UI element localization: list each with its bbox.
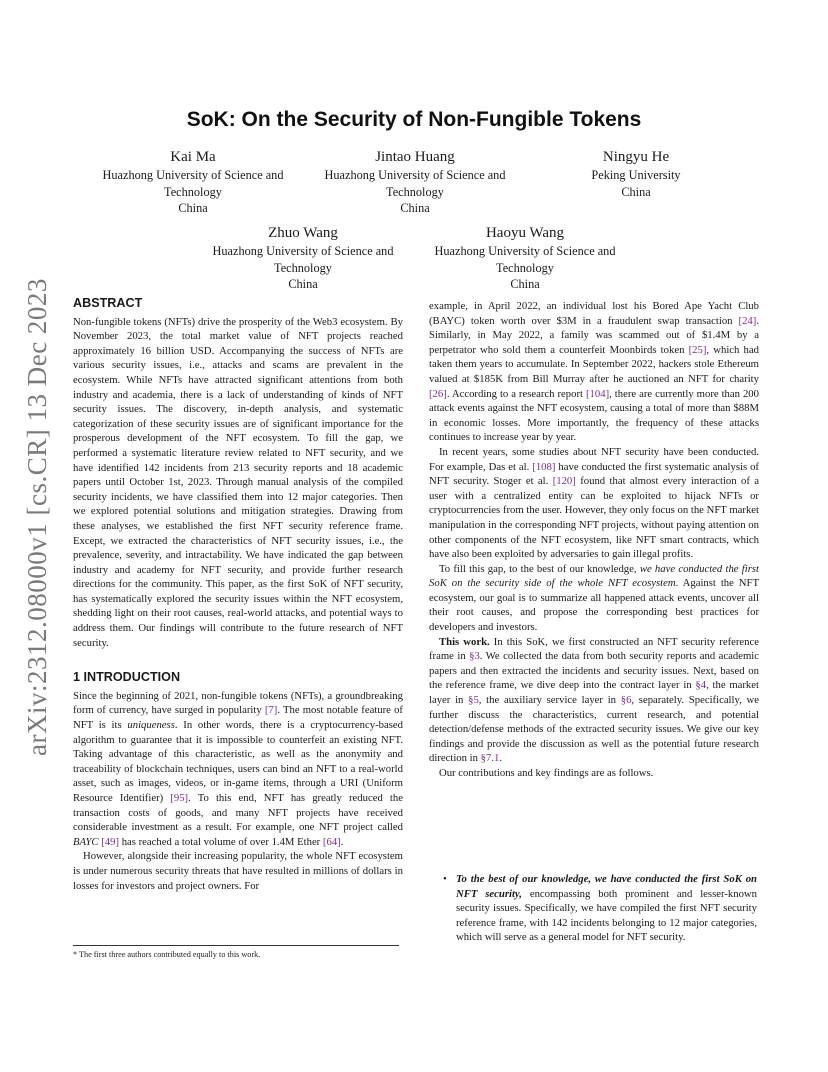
citation-link[interactable]: [25] [688, 343, 707, 356]
citation-link[interactable]: [104] [585, 387, 610, 400]
citation-link[interactable]: [24] [738, 314, 757, 327]
section-link[interactable]: §3 [469, 650, 480, 663]
section-link[interactable]: §7.1 [480, 752, 500, 765]
left-column [73, 296, 403, 893]
abstract-heading: ABSTRACT [73, 296, 143, 310]
author-block [198, 224, 408, 293]
author-country: China [288, 277, 318, 291]
author-affiliation: Peking University [591, 168, 681, 182]
author-affiliation: Huazhong University of Science and Technology [102, 168, 284, 199]
citation-link[interactable]: [26] [429, 387, 447, 400]
author-country: China [621, 184, 651, 199]
author-name: Jintao Huang [375, 149, 455, 165]
author-name: Kai Ma [170, 149, 216, 165]
right-paragraph-3: To fill this gap, to the best of our knowledge, we have conducted the first SoK on the security side of the whole NFT ecosystem. Against the NFT ecosystem, our goal is to summarize all happened attack events, uncover all their root causes, and propose the corresponding best practices for developers and investors. [429, 562, 760, 634]
author-country: China [510, 277, 540, 291]
bullet-lead: To the best of our knowledge, we have conducted the first SoK on NFT security, [456, 873, 757, 900]
arxiv-identifier: arXiv:2312.08000v1 [cs.CR] 13 Dec 2023 [22, 278, 52, 756]
citation-link[interactable]: [120] [552, 475, 576, 488]
intro-paragraph-1: Since the beginning of 2021, non-fungible tokens (NFTs), a groundbreaking form of currency, have surged in popularity [7]. The most notable feature of NFT is its uniqueness. In other words, there is a cryptocurrency-based algorithm to guarantee that it is impossible to counterfeit an existing NFT. Taking advantage of this characteristic, as well as the anonymity and traceability of blockchain techniques, users can bind an NFT to a real-world asset, such as images, videos, or in-game items, through a URI (Uniform Resource Identifier) [95]. To this end, NFT has greatly reduced the transaction costs of goods, and many NFT projects have received considerable investment as a result. For example, one NFT project called BAYC [49] has reached a total volume of over 1.4M Ether [64]. [73, 689, 404, 848]
contribution-bullet [443, 872, 757, 945]
paper-title: SoK: On the Security of Non-Fungible Tokens [186, 108, 642, 131]
author-affiliation: Huazhong University of Science and Technology [212, 244, 394, 275]
abstract-text: Non-fungible tokens (NFTs) drive the prosperity of the Web3 ecosystem. By November 2023, the total market value of NFT projects reached approximately 16 billion USD. Accompanying the success of NFTs are various security issues, i.e., attacks and scams are prevalent in the ecosystem. While NFTs have attracted significant attentions from both industry and academia, there is a lack of understanding of kinds of NFT security issues. The discovery, in-depth analysis, and systematic categorization of these security issues are of significant importance for the prosperous development of the NFT ecosystem. To fill the gap, we performed a systematic literature review related to NFT security, and we have identified 142 incidents from 213 security reports and 18 academic papers until October 1st, 2023. Through manual analysis of the compiled security incidents, we have classified them into 12 major categories. Then we explored potential solutions and mitigation strategies. Drawing from these analyses, we established the first NFT security reference frame. Except, we extracted the characteristics of NFT security issues, i.e., the prevalence, severity, and intractability. We have indicated the gap between industry and academy for NFT security, and provide further research directions for the community. This paper, as the first SoK of NFT security, has systematically explored the security issues within the NFT ecosystem, shedding light on their root causes, real-world attacks, and potential ways to address them. Our findings will contribute to the future research of NFT security. [73, 315, 403, 649]
intro-paragraph-2: However, alongside their increasing popularity, the whole NFT ecosystem is under numerous security threats that have resulted in millions of dollars in losses for investors and project owners. For [73, 850, 403, 892]
author-name: Ningyu He [602, 149, 670, 165]
citation-link[interactable]: [7] [264, 704, 278, 717]
bullet-marker: • [443, 873, 447, 885]
bullet-text: encompassing both prominent and lesser-known security issues. Specifically, we have compiled the first NFT security reference frame, with 142 incidents belonging to 12 major categories, which will serve as a general model for NFT security. [456, 887, 757, 944]
citation-link[interactable]: [108] [532, 460, 556, 473]
section-link[interactable]: §4 [695, 679, 707, 692]
footnote: * The first three authors contributed equally to this work. [73, 950, 261, 959]
right-column [429, 299, 759, 781]
citation-link[interactable]: [64] [322, 835, 341, 848]
author-country: China [178, 201, 208, 215]
footnote-divider [73, 945, 399, 946]
citation-link[interactable]: [49] [101, 835, 120, 848]
right-paragraph-1: example, in April 2022, an individual lost his Bored Ape Yacht Club (BAYC) token worth over $3M in a fraudulent swap transaction [24]. Similarly, in May 2022, a family was scammed out of $1.4M by a perpetrator who sold them a counterfeit Moonbirds token [25], which had taken them years to accumulate. In September 2022, hackers stole Ethereum valued at $185K from Bill Murray after he auctioned an NFT for charity [26]. According to a research report [104], there are currently more than 200 attack events against the NFT ecosystem, causing a total of more than $88M in economic losses. More importantly, the frequency of these attacks continues to increase year by year. [429, 300, 759, 444]
author-block [420, 224, 630, 293]
author-affiliation: Huazhong University of Science and Technology [324, 168, 506, 199]
section-link[interactable]: §5 [468, 694, 479, 707]
author-name: Zhuo Wang [268, 225, 338, 241]
author-block [560, 148, 712, 200]
author-name: Haoyu Wang [485, 225, 565, 241]
introduction-heading: 1 INTRODUCTION [73, 670, 181, 685]
right-paragraph-4: This work. In this SoK, we first constructed an NFT security reference frame in §3. We collected the data from both security reports and academic papers and then extracted the incidents and security issues. Next, based on the reference frame, we dive deep into the contract layer in §4, the market layer in §5, the auxiliary service layer in §6, separately. Specifically, we further discuss the characteristics, current research, and potential detection/defense methods of the extracted security issues. We give our key findings and provide the discussion as well as the potential future research direction in §7.1. [429, 635, 760, 765]
author-affiliation: Huazhong University of Science and Technology [434, 244, 616, 275]
section-link[interactable]: §6 [620, 694, 632, 707]
right-paragraph-5: Our contributions and key findings are as follows. [439, 767, 654, 779]
author-country: China [400, 201, 430, 215]
author-block [88, 148, 298, 217]
author-block [310, 148, 520, 217]
right-paragraph-2: In recent years, some studies about NFT security have been conducted. For example, Das et al. [108] have conducted the first systematic analysis of NFT security. Stoger et al. [120] found that almost every interaction of a user with a centralized entity can be exploited to hijack NFTs or cryptocurrencies from the user. However, they only focus on the NFT market manipulation in the corresponding NFT projects, without paying attention on other components of the NFT ecosystem, like NFT smart contracts, which have also been exploited by adversaries to gain illegal profits. [429, 445, 759, 561]
citation-link[interactable]: [95] [170, 792, 189, 804]
